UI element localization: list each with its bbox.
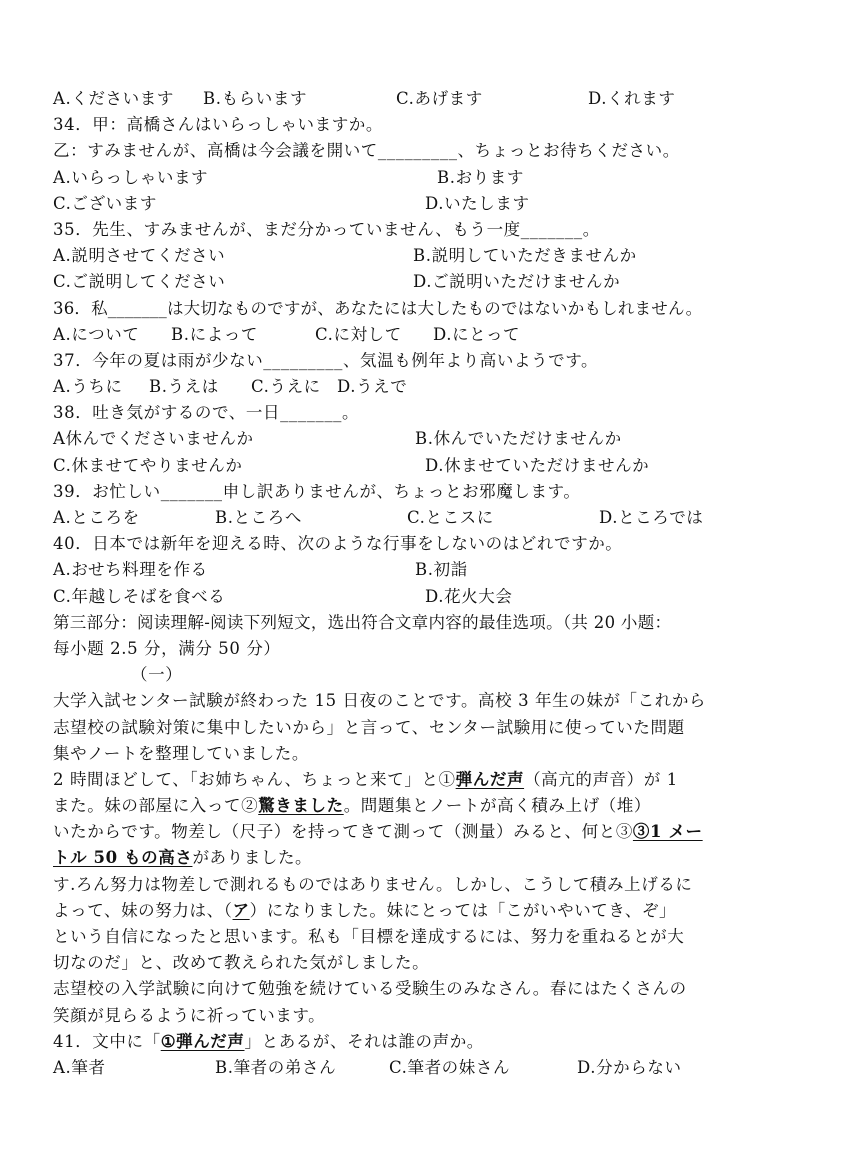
passage-line: という自信になったと思います。私も「目標を達成するには、努力を重ねるとが大 [53,927,685,946]
q41-option-c: C.筆者の妹さん [389,1057,511,1077]
q34-option-c: C.ございます [53,193,157,213]
q39-option-a: A.ところを [53,508,140,527]
q39-option-d: D.ところでは [599,508,704,527]
q36-stem: 36．私_______は大切なものですが、あなたには大したものではないかもしれません。 [53,298,703,318]
q37-option-d: D.うえで [337,377,408,397]
q34-options-row1 [53,165,813,191]
part3-heading-1: 第三部分：阅读理解-阅读下列短文，选出符合文章内容的最佳选项。（共 20 小题： [53,612,672,632]
underlined-phrase-2: 驚きました [258,796,344,816]
q41-option-b: B.筆者の弟さん [215,1057,337,1077]
passage-line: トル 50 もの高さがありました。 [53,848,313,868]
q40-option-a: A.おせち料理を作る [53,560,208,580]
q41-stem: 41．文中に「①弾んだ声」とあるが、それは誰の声か。 [53,1031,484,1051]
q38-option-d: D.休ませていただけませんか [425,455,650,475]
q40-option-b: B.初詣 [415,560,468,580]
q37-option-b: B.うえは [149,377,219,397]
q39-option-b: B.ところへ [215,508,302,527]
q33-option-c: C.あげます [396,89,483,108]
q39-stem: 39．お忙しい_______申し訳ありませんが、ちょっとお邪魔します。 [53,481,581,501]
q37-stem: 37．今年の夏は雨が少ない_________、気温も例年より高いようです。 [53,350,599,370]
blank-a-marker: ア [232,900,250,920]
q33-options [53,86,813,112]
passage-line: す.ろん努力は物差しで測れるものではありません。しかし、こうして積み上げるに [53,874,693,894]
q35-option-d: D.ご説明いただけませんか [413,272,621,292]
q39-options [53,505,813,531]
q38-options-row1 [53,426,813,452]
q40-option-d: D.花火大会 [425,586,513,606]
q35-option-b: B.説明していただきませんか [413,246,637,266]
part3-heading-2: 每小题 2.5 分，满分 50 分） [53,638,281,658]
passage-line: 切なのだ」と、改めて教えられた気がしました。 [53,953,430,973]
q41-options [53,1055,813,1081]
passage-line: また。妹の部屋に入って②驚きました。問題集とノートが高く積み上げ（堆） [53,796,652,816]
passage-line: 2 時間ほどして、「お姉ちゃん、ちょっと来て」と①弾んだ声（高亢的声音）が 1 [53,769,678,789]
q38-option-a: A休んでくださいませんか [53,429,254,449]
passage-line: 笑顔が見らるように祈っています。 [53,1005,326,1025]
q33-option-b: B.もらいます [203,89,308,108]
q40-options-row2 [53,584,813,610]
q36-option-b: B.によって [171,324,258,344]
passage-line: いたからです。物差し（尺子）を持ってきて測って（测量）みると、何と③③1 メー [53,822,703,842]
q36-option-a: A.について [53,324,140,344]
underlined-phrase-3-cont: トル 50 もの高さ [53,848,193,868]
q38-option-b: B.休んでいただけませんか [415,429,622,449]
passage-line: よって、妹の努力は、（ア）になりました。妹にとっては「こがいやいてき、ぞ」 [53,900,677,920]
exam-page [53,86,813,1081]
q33-option-a: A.くださいます [53,89,174,108]
q35-stem: 35．先生、すみませんが、まだ分かっていません、もう一度_______。 [53,219,600,239]
q41-option-d: D.分からない [577,1057,682,1077]
q36-option-d: D.にとって [433,324,521,344]
passage-line: 志望校の試験対策に集中したいから」と言って、センター試験用に使っていた問題 [53,717,685,737]
passage-line: 大学入試センター試験が終わった 15 日夜のことです。高校 3 年生の妹が「これから [53,691,707,711]
q37-option-c: C.うえに [251,377,321,397]
passage-line: 集やノートを整理していました。 [53,743,310,763]
q34-stem-2: 乙：すみませんが、高橋は今会議を開いて_________、ちょっとお待ちください。 [53,141,680,161]
q34-option-a: A.いらっしゃいます [53,167,209,187]
q35-options-row2 [53,269,813,295]
q39-option-c: C.とこスに [407,508,494,527]
q34-stem-1: 34．甲：高橋さんはいらっしゃいますか。 [53,115,383,135]
q36-options [53,322,813,348]
q38-option-c: C.休ませてやりませんか [53,455,243,475]
q40-options-row1 [53,557,813,583]
passage-line: 志望校の入学試験に向けて勉強を続けている受験生のみなさん。春にはたくさんの [53,979,687,999]
q35-options-row1 [53,243,813,269]
q34-option-b: B.おります [437,167,524,187]
q40-stem: 40．日本では新年を迎える時、次のような行事をしないのはどれですか。 [53,534,623,554]
q35-option-c: C.ご説明してください [53,272,226,292]
q37-option-a: A.うちに [53,377,123,397]
q37-options [53,374,813,400]
q34-options-row2 [53,191,813,217]
underlined-phrase-1: 弾んだ声 [455,769,525,789]
q36-option-c: C.に対して [315,324,402,344]
q33-option-d: D.くれます [588,89,676,108]
q34-option-d: D.いたします [425,193,530,213]
q40-option-c: C.年越しそばを食べる [53,586,226,606]
passage-number: （一） [131,665,183,685]
q38-options-row2 [53,453,813,479]
q38-stem: 38．吐き気がするので、一日_______。 [53,403,360,423]
underlined-phrase-3: ③1 メー [632,822,703,842]
q35-option-a: A.説明させてください [53,246,226,266]
q41-option-a: A.筆者 [53,1057,106,1077]
q41-underlined-phrase: ①弾んだ声 [160,1031,245,1051]
